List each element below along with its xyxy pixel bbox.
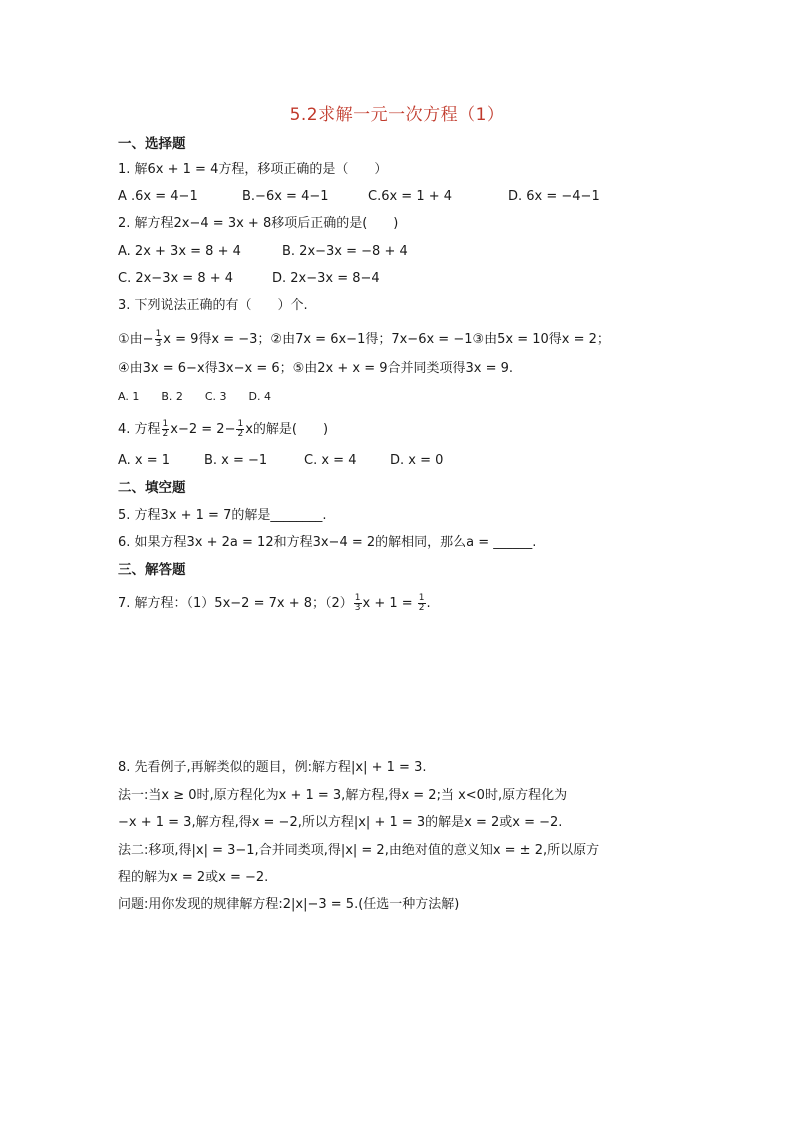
fraction-denominator: 2: [237, 429, 244, 439]
fraction-numerator: 1: [155, 329, 162, 339]
question-8-line4: 法二:移项,得|x| = 3−1,合并同类项,得|x| = 2,由绝对值的意义知x = ± 2,所以原方: [118, 843, 600, 858]
option-c: C.6x = 1 + 4: [368, 189, 453, 204]
question-2-options-row2: [118, 271, 380, 287]
option-b: B. 2x−3x = −8 + 4: [282, 244, 408, 259]
question-8-line6: 问题:用你发现的规律解方程:2|x|−3 = 5.(任选一种方法解): [118, 897, 460, 912]
question-5: 5. 方程3x + 1 = 7的解是________.: [118, 508, 327, 523]
stem-text: x + 1 =: [362, 596, 417, 611]
question-2-stem: 2. 解方程2x−4 = 3x + 8移项后正确的是( ): [118, 216, 399, 231]
fraction-numerator: 1: [237, 419, 244, 429]
question-6: 6. 如果方程3x + 2a = 12和方程3x−4 = 2的解相同，那么a = ______.: [118, 535, 537, 550]
fraction-denominator: 2: [162, 429, 169, 439]
question-2-options-row1: [118, 244, 408, 260]
question-8-line2: 法一:当x ≥ 0时,原方程化为x + 1 = 3,解方程,得x = 2;当 x<0时,原方程化为: [118, 788, 568, 803]
fraction: [354, 594, 362, 613]
statement-text: x = 9得x = −3；②由7x = 6x−1得；7x−6x = −1③由5x = 10得x = 2；: [163, 332, 610, 347]
fraction-denominator: 3: [354, 603, 361, 613]
fraction: [236, 420, 244, 439]
option-d: D. 2x−3x = 8−4: [272, 271, 380, 286]
question-7: [118, 594, 431, 613]
fraction: [162, 420, 170, 439]
question-4-options: [118, 453, 443, 469]
question-3-statement-line2: ④由3x = 6−x得3x−x = 6；⑤由2x + x = 9合并同类项得3x = 9.: [118, 361, 514, 376]
question-3-options: A. 1 B. 2 C. 3 D. 4: [118, 390, 271, 403]
option-d: D. 6x = −4−1: [508, 189, 600, 204]
fraction-numerator: 1: [354, 593, 361, 603]
question-8-line1: 8. 先看例子,再解类似的题目，例:解方程|x| + 1 = 3.: [118, 760, 427, 775]
fraction-numerator: 1: [418, 593, 425, 603]
question-8-line3: −x + 1 = 3,解方程,得x = −2,所以方程|x| + 1 = 3的解是x = 2或x = −2.: [118, 815, 563, 830]
stem-text: x−2 = 2−: [170, 422, 236, 437]
option-b: B. x = −1: [204, 453, 268, 468]
option-c: C. 2x−3x = 8 + 4: [118, 271, 234, 286]
question-3-stem: 3. 下列说法正确的有（ ）个.: [118, 298, 308, 313]
section-heading-fill: 二、填空题: [118, 480, 186, 496]
fraction: [155, 330, 163, 349]
stem-text: 4. 方程: [118, 422, 161, 437]
fraction-denominator: 3: [155, 339, 162, 349]
stem-text: x的解是( ): [245, 422, 329, 437]
page-title: 5.2求解一元一次方程（1）: [289, 105, 505, 125]
option-a: A .6x = 4−1: [118, 189, 198, 204]
option-a: A. x = 1: [118, 453, 171, 468]
option-b: B.−6x = 4−1: [242, 189, 329, 204]
question-3-statement-line1: [118, 330, 610, 349]
question-4-stem: [118, 420, 328, 439]
fraction: [418, 594, 426, 613]
fraction-denominator: 2: [418, 603, 425, 613]
section-heading-solve: 三、解答题: [118, 562, 186, 578]
stem-text: .: [426, 596, 431, 611]
option-c: C. x = 4: [304, 453, 357, 468]
stem-text: 7. 解方程：（1）5x−2 = 7x + 8；（2）: [118, 596, 353, 611]
statement-text: ①由−: [118, 332, 154, 347]
fraction-numerator: 1: [162, 419, 169, 429]
question-1-stem: 1. 解6x + 1 = 4方程，移项正确的是（ ）: [118, 162, 388, 177]
question-8-line5: 程的解为x = 2或x = −2.: [118, 870, 269, 885]
option-d: D. x = 0: [390, 453, 444, 468]
option-a: A. 2x + 3x = 8 + 4: [118, 244, 241, 259]
section-heading-choice: 一、选择题: [118, 136, 186, 152]
question-1-options: [118, 189, 600, 205]
